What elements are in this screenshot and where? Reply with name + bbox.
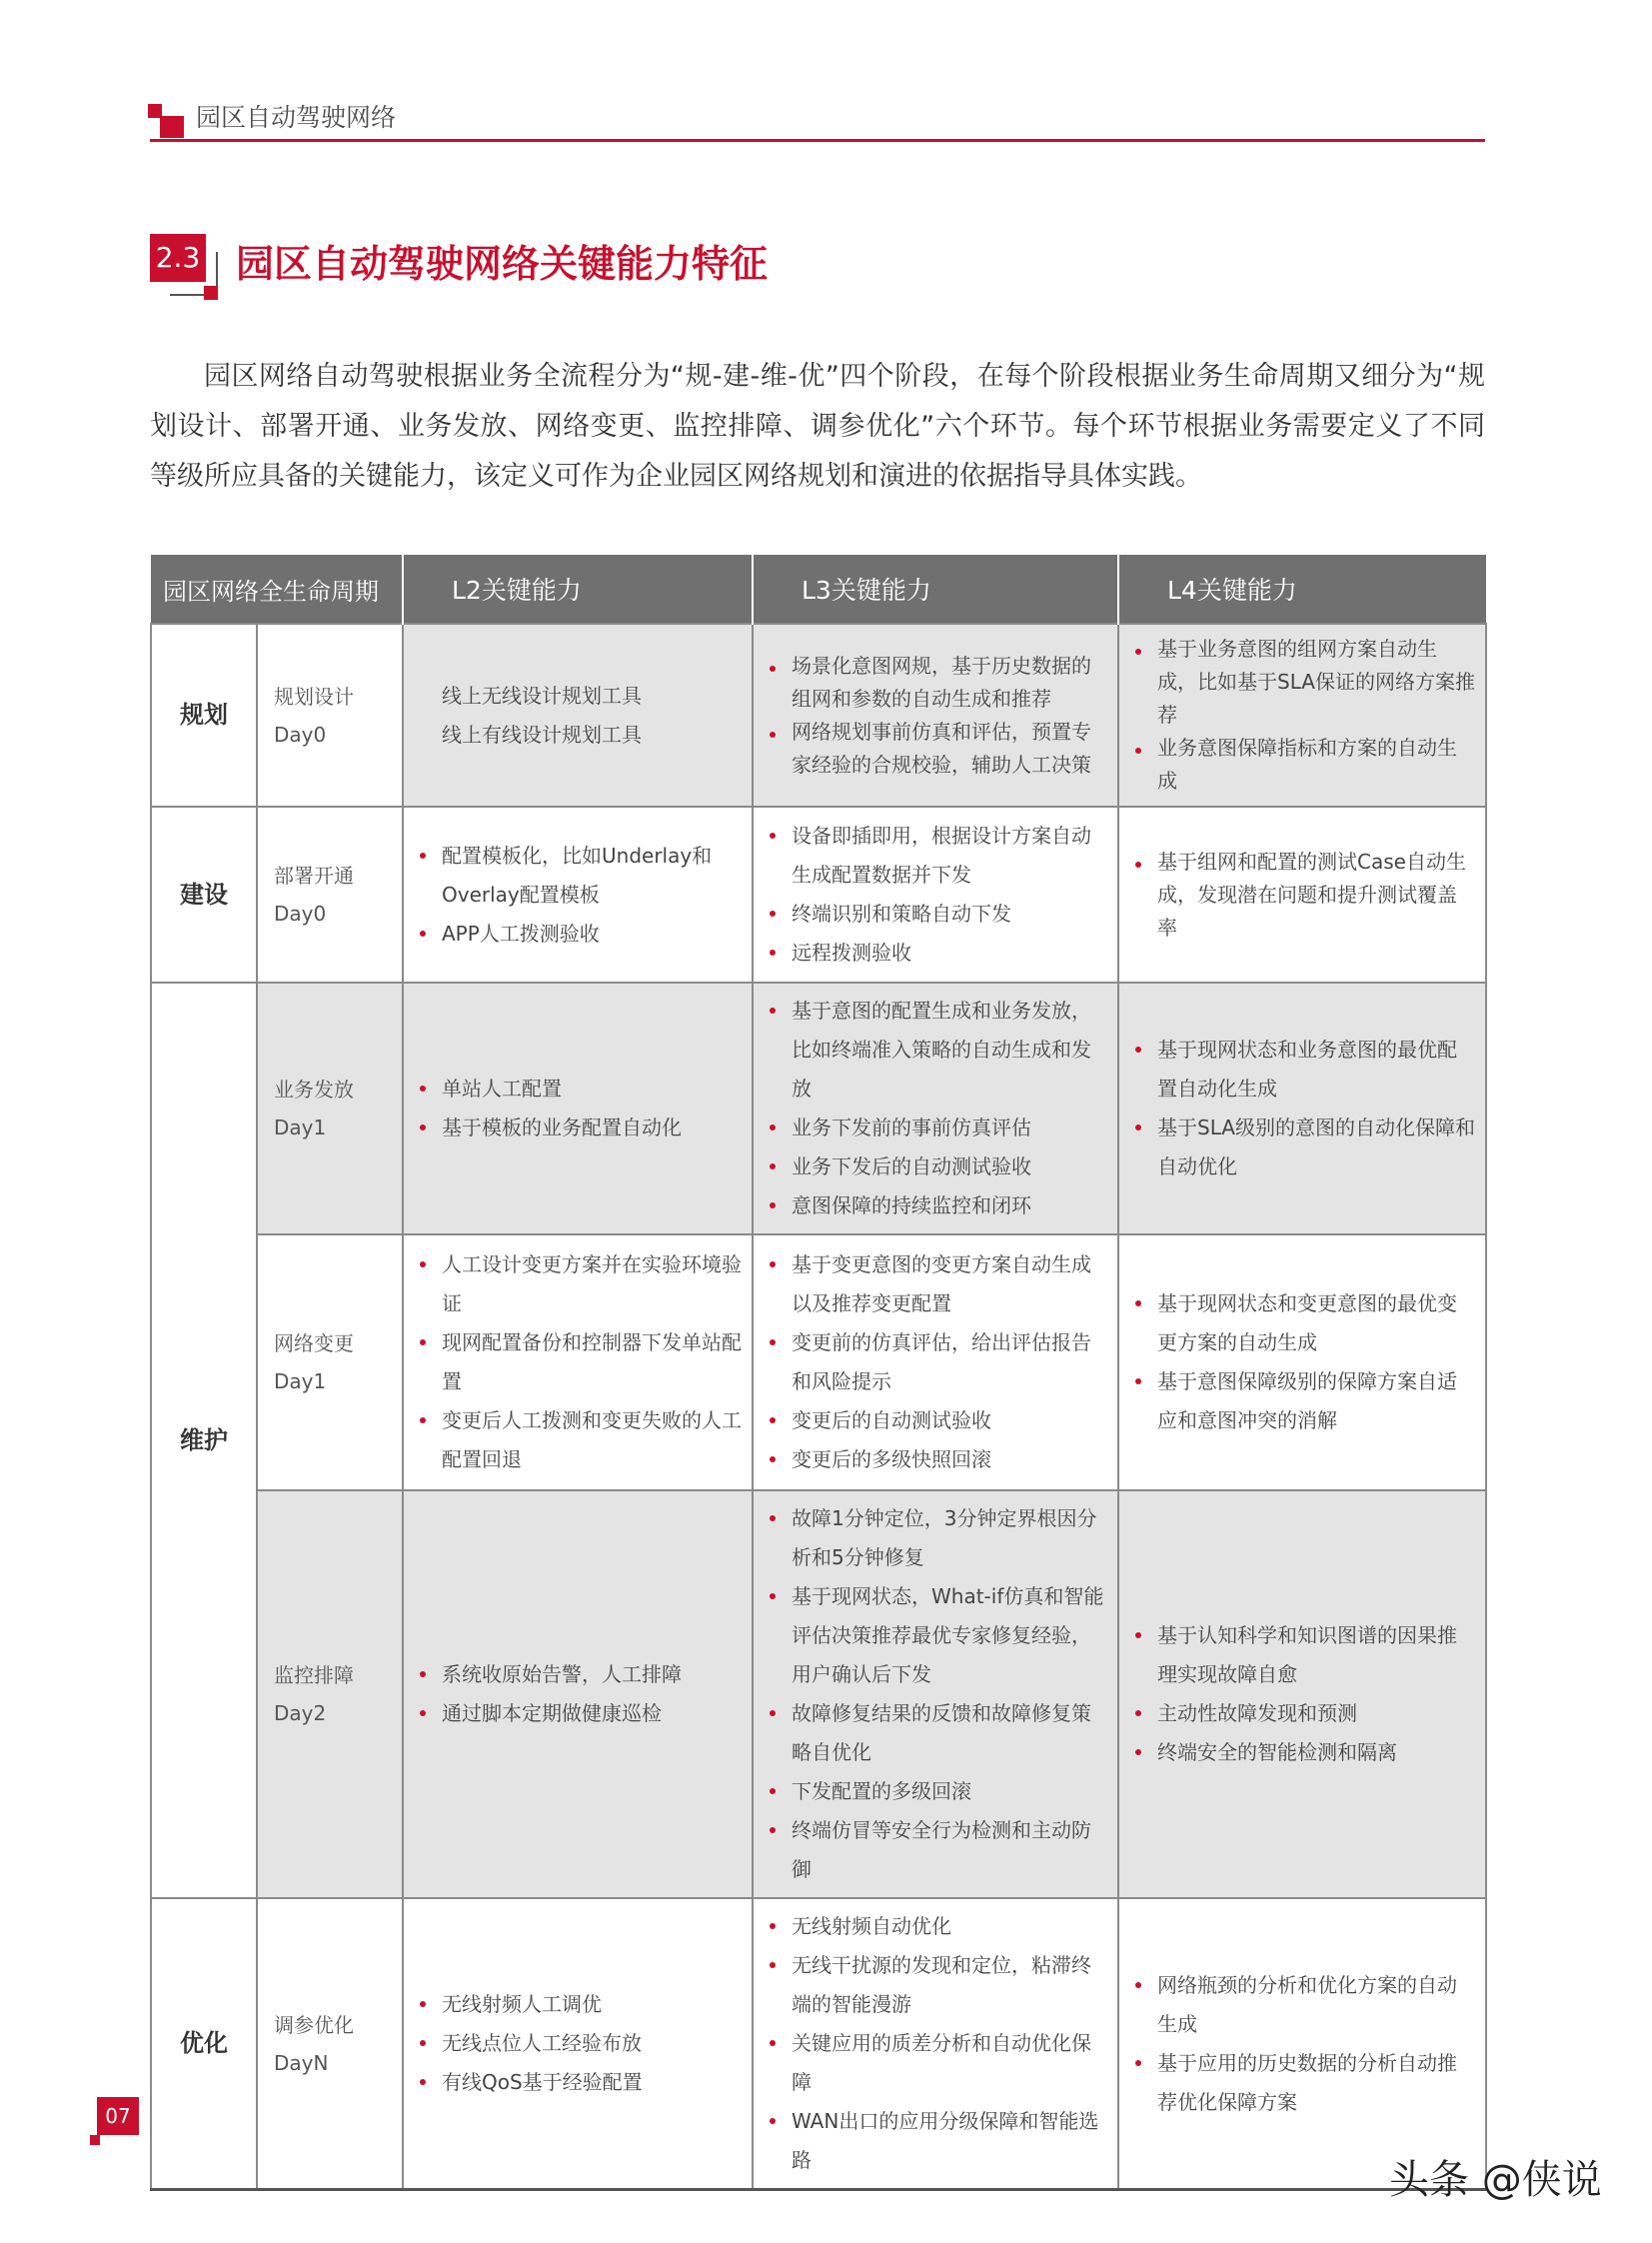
l2-item: 配置模板化，比如Underlay和Overlay配置模板 <box>418 837 742 915</box>
header-l4: L4关键能力 <box>1118 555 1486 624</box>
l4-item: 业务意图保障指标和方案的自动生成 <box>1133 732 1475 798</box>
phase-cell <box>257 1898 403 2190</box>
l3-item: 故障修复结果的反馈和故障修复策略自优化 <box>768 1694 1107 1772</box>
l4-item: 基于SLA级别的意图的自动化保障和自动优化 <box>1133 1109 1475 1186</box>
phase-day: Day1 <box>274 1116 327 1139</box>
watermark: 头条 @侠说 <box>1389 2157 1602 2203</box>
l4-item: 基于应用的历史数据的分析自动推荐优化保障方案 <box>1133 2044 1475 2122</box>
table-header-row <box>151 555 1486 624</box>
header-logo-mark <box>148 104 184 140</box>
l2-cell <box>403 1234 753 1490</box>
l4-item: 主动性故障发现和预测 <box>1133 1694 1475 1733</box>
l3-item: WAN出口的应用分级保障和智能选路 <box>768 2102 1107 2180</box>
l3-item: 业务下发前的事前仿真评估 <box>768 1109 1107 1147</box>
phase-name: 业务发放 <box>274 1078 354 1102</box>
l4-item: 基于业务意图的组网方案自动生成，比如基于SLA保证的网络方案推荐 <box>1133 633 1475 732</box>
l2-cell <box>403 1490 753 1898</box>
l2-item: 线上无线设计规划工具 <box>442 683 642 708</box>
running-title: 园区自动驾驶网络 <box>196 103 397 132</box>
phase-name: 规划设计 <box>274 684 354 709</box>
l3-item: 无线射频自动优化 <box>768 1907 1107 1946</box>
l3-item: 故障1分钟定位，3分钟定界根因分析和5分钟修复 <box>768 1499 1107 1577</box>
section-number-badge: 2.3 <box>150 234 206 282</box>
table-row <box>151 1898 1486 2190</box>
table-row <box>151 983 1486 1234</box>
header-l3: L3关键能力 <box>753 555 1118 624</box>
l4-cell <box>1118 1490 1486 1898</box>
l3-item: 远程拨测验收 <box>768 934 1107 973</box>
l3-cell <box>753 624 1118 807</box>
section-badge-dot <box>204 286 218 300</box>
l3-item: 关键应用的质差分析和自动优化保障 <box>768 2024 1107 2102</box>
table-row <box>151 807 1486 983</box>
l2-item: 无线射频人工调优 <box>418 1985 742 2024</box>
l3-cell <box>753 807 1118 983</box>
stage-build: 建设 <box>151 807 257 983</box>
l2-item: 人工设计变更方案并在实验环境验证 <box>418 1245 742 1323</box>
l2-item: 线上有线设计规划工具 <box>442 722 642 747</box>
l3-item: 无线干扰源的发现和定位，粘滞终端的智能漫游 <box>768 1946 1107 2024</box>
l4-item: 终端安全的智能检测和隔离 <box>1133 1733 1475 1772</box>
l3-item: 业务下发后的自动测试验收 <box>768 1147 1107 1186</box>
phase-name: 网络变更 <box>274 1331 354 1355</box>
phase-day: DayN <box>274 2050 329 2075</box>
phase-day: Day2 <box>274 1701 327 1725</box>
page-number-accent <box>90 2135 100 2145</box>
l4-item: 基于现网状态和变更意图的最优变更方案的自动生成 <box>1133 1284 1475 1362</box>
phase-name: 调参优化 <box>274 2012 354 2037</box>
l4-item: 基于认知科学和知识图谱的因果推理实现故障自愈 <box>1133 1616 1475 1694</box>
phase-day: Day0 <box>274 722 327 747</box>
phase-name: 部署开通 <box>274 864 354 888</box>
l3-item: 下发配置的多级回滚 <box>768 1772 1107 1811</box>
l2-item: APP人工拨测验收 <box>418 915 742 954</box>
l3-item: 基于意图的配置生成和业务发放，比如终端准入策略的自动生成和发放 <box>768 992 1107 1109</box>
l2-item: 有线QoS基于经验配置 <box>418 2063 742 2102</box>
l4-item: 基于组网和配置的测试Case自动生成，发现潜在问题和提升测试覆盖率 <box>1133 846 1475 945</box>
l4-cell <box>1118 1898 1486 2190</box>
l3-item: 基于变更意图的变更方案自动生成以及推荐变更配置 <box>768 1245 1107 1323</box>
capability-table <box>150 555 1487 2191</box>
phase-day: Day1 <box>274 1369 327 1393</box>
phase-cell <box>257 983 403 1234</box>
stage-plan: 规划 <box>151 624 257 807</box>
l3-item: 基于现网状态，What-if仿真和智能评估决策推荐最优专家修复经验，用户确认后下发 <box>768 1577 1107 1694</box>
l3-item: 设备即插即用，根据设计方案自动生成配置数据并下发 <box>768 817 1107 895</box>
l4-cell <box>1118 1234 1486 1490</box>
phase-cell <box>257 1234 403 1490</box>
l2-item: 变更后人工拨测和变更失败的人工配置回退 <box>418 1401 742 1479</box>
header-divider <box>150 139 1485 142</box>
l2-cell <box>403 807 753 983</box>
table-row <box>151 1490 1486 1898</box>
l3-item: 意图保障的持续监控和闭环 <box>768 1186 1107 1225</box>
phase-cell <box>257 624 403 807</box>
table-row <box>151 624 1486 807</box>
phase-cell <box>257 1490 403 1898</box>
l2-item: 通过脚本定期做健康巡检 <box>418 1694 742 1733</box>
section-title: 园区自动驾驶网络关键能力特征 <box>236 242 769 286</box>
page-number: 07 <box>97 2097 139 2135</box>
l3-cell <box>753 983 1118 1234</box>
l3-item: 变更后的多级快照回滚 <box>768 1440 1107 1479</box>
l3-item: 变更前的仿真评估，给出评估报告和风险提示 <box>768 1323 1107 1401</box>
phase-cell <box>257 807 403 983</box>
intro-paragraph: 园区网络自动驾驶根据业务全流程分为“规-建-维-优”四个阶段，在每个阶段根据业务生命周期又细分为“规划设计、部署开通、业务发放、网络变更、监控排障、调参优化”六个环节。每个环节根据业务需要定义了不同等级所应具备的关键能力，该定义可作为企业园区网络规划和演进的依据指导具体实践。 <box>150 361 1485 492</box>
l3-item: 场景化意图网规，基于历史数据的组网和参数的自动生成和推荐 <box>768 650 1107 716</box>
l2-cell <box>403 1898 753 2190</box>
l4-item: 基于意图保障级别的保障方案自适应和意图冲突的消解 <box>1133 1362 1475 1440</box>
l3-item: 终端识别和策略自动下发 <box>768 895 1107 934</box>
l3-item: 终端仿冒等安全行为检测和主动防御 <box>768 1811 1107 1889</box>
table-row <box>151 1234 1486 1490</box>
phase-day: Day0 <box>274 902 327 926</box>
header-lifecycle: 园区网络全生命周期 <box>151 555 403 624</box>
l2-item: 无线点位人工经验布放 <box>418 2024 742 2063</box>
stage-maintain: 维护 <box>151 983 257 1898</box>
l3-item: 变更后的自动测试验收 <box>768 1401 1107 1440</box>
header-l2: L2关键能力 <box>403 555 753 624</box>
l3-item: 网络规划事前仿真和评估，预置专家经验的合规校验，辅助人工决策 <box>768 716 1107 782</box>
l2-cell <box>403 624 753 807</box>
l3-cell <box>753 1898 1118 2190</box>
l2-item: 系统收原始告警，人工排障 <box>418 1655 742 1694</box>
l4-cell <box>1118 807 1486 983</box>
l2-item: 现网配置备份和控制器下发单站配置 <box>418 1323 742 1401</box>
l4-cell <box>1118 624 1486 807</box>
l3-cell <box>753 1234 1118 1490</box>
stage-optimize: 优化 <box>151 1898 257 2190</box>
l3-cell <box>753 1490 1118 1898</box>
l2-item: 单站人工配置 <box>418 1070 742 1109</box>
l2-cell <box>403 983 753 1234</box>
l2-item: 基于模板的业务配置自动化 <box>418 1109 742 1147</box>
l4-item: 基于现网状态和业务意图的最优配置自动化生成 <box>1133 1031 1475 1109</box>
phase-name: 监控排障 <box>274 1663 354 1687</box>
l4-cell <box>1118 983 1486 1234</box>
l4-item: 网络瓶颈的分析和优化方案的自动生成 <box>1133 1966 1475 2044</box>
